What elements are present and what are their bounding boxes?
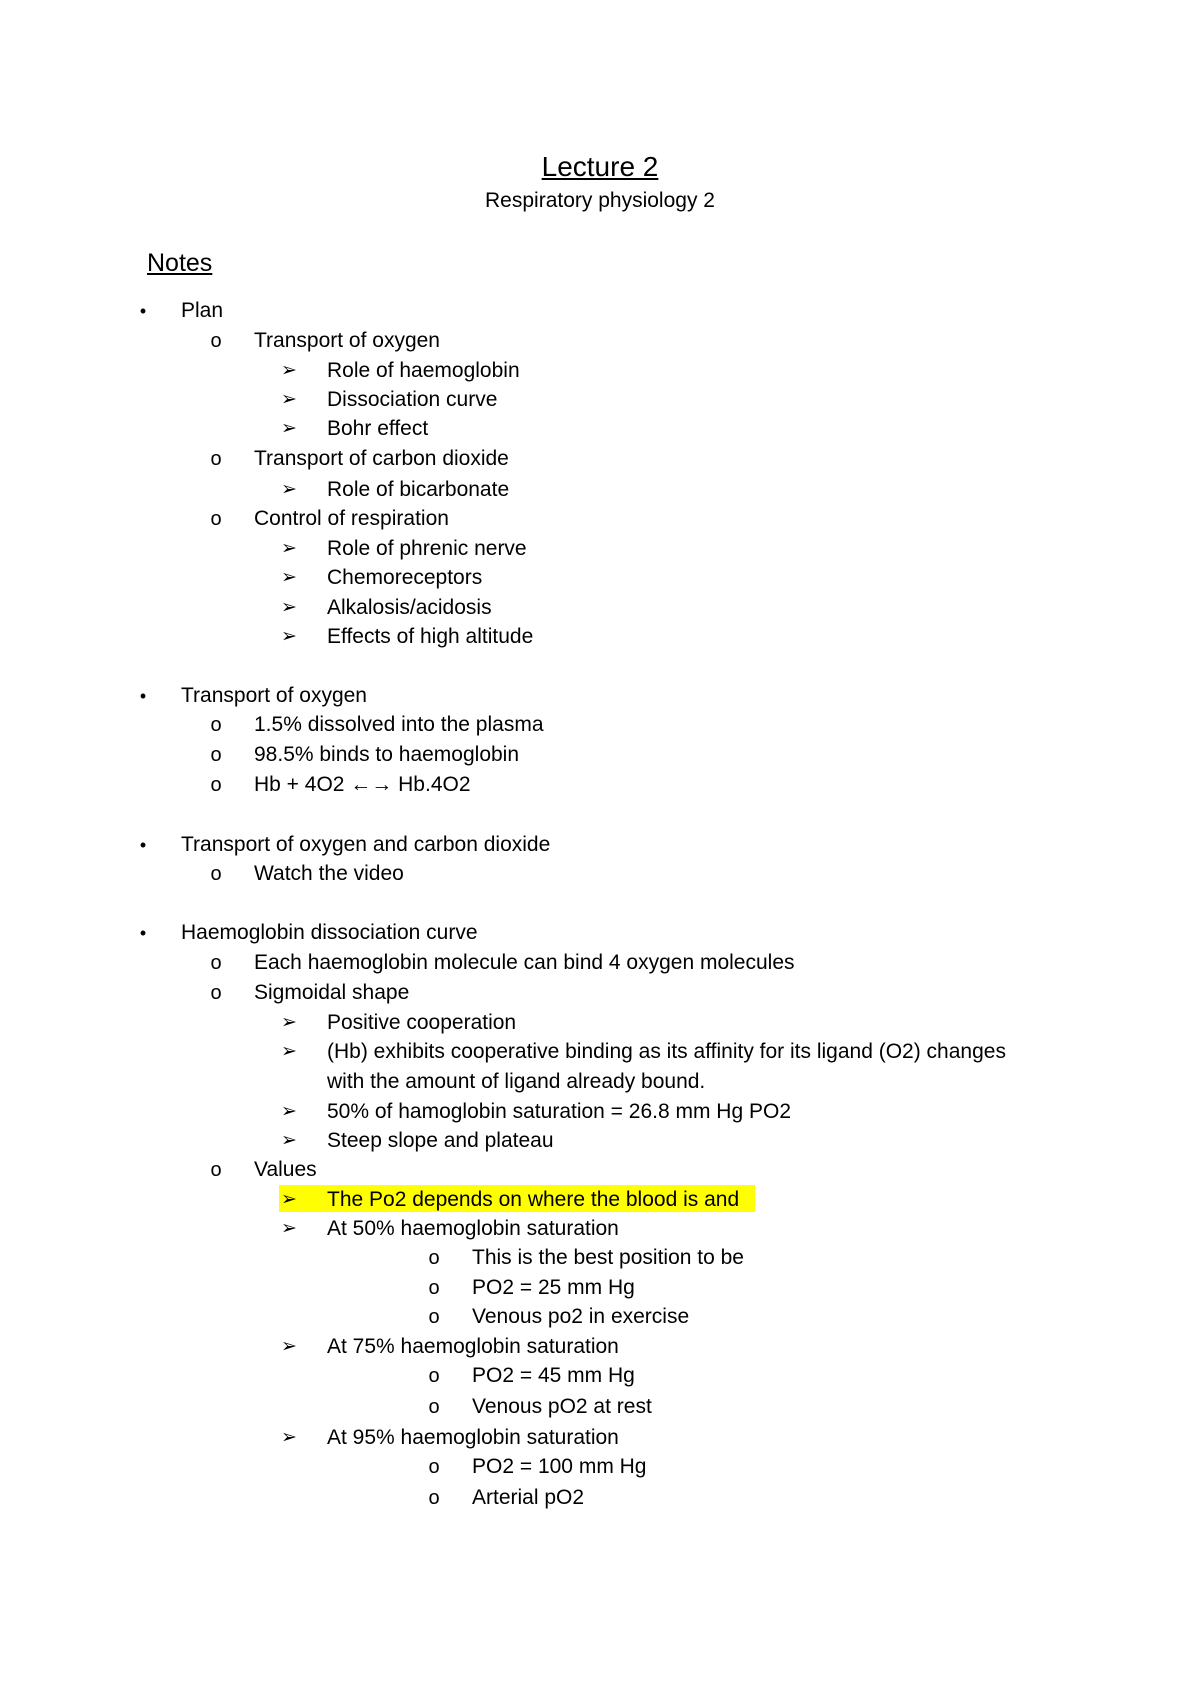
list-item-text: Haemoglobin dissociation curve	[181, 921, 478, 944]
list-item-text: PO2 = 100 mm Hg	[472, 1455, 647, 1478]
list-item-text: Chemoreceptors	[327, 566, 483, 589]
circle-bullet-icon: o	[428, 1456, 440, 1478]
list-item-text: Sigmoidal shape	[254, 981, 410, 1004]
circle-bullet-icon: o	[428, 1306, 440, 1328]
list-item-text: Dissociation curve	[327, 388, 498, 411]
arrow-bullet-icon: ➢	[281, 1427, 297, 1448]
list-item-text: At 95% haemoglobin saturation	[327, 1426, 619, 1449]
list-item-text: Role of haemoglobin	[327, 359, 520, 382]
arrow-bullet-icon: ➢	[281, 1336, 297, 1357]
arrow-bullet-icon: ➢	[281, 389, 297, 410]
arrow-bullet-icon: ➢	[281, 1041, 297, 1062]
list-item-text: Venous pO2 at rest	[472, 1395, 652, 1418]
bullet-icon: •	[139, 686, 147, 706]
list-item-text: At 50% haemoglobin saturation	[327, 1217, 619, 1240]
circle-bullet-icon: o	[428, 1247, 440, 1269]
list-item-text: At 75% haemoglobin saturation	[327, 1335, 619, 1358]
list-item-text: Steep slope and plateau	[327, 1129, 554, 1152]
list-item-text: Transport of oxygen and carbon dioxide	[181, 833, 551, 856]
arrow-bullet-icon: ➢	[281, 1189, 297, 1210]
circle-bullet-icon: o	[210, 330, 222, 352]
list-item-text: Venous po2 in exercise	[472, 1305, 690, 1328]
bullet-icon: •	[139, 923, 147, 943]
page-subtitle: Respiratory physiology 2	[485, 189, 715, 212]
bullet-icon: •	[139, 835, 147, 855]
list-item-text: Watch the video	[254, 862, 404, 885]
list-item-text: Each haemoglobin molecule can bind 4 oxygen molecules	[254, 951, 795, 974]
arrow-bullet-icon: ➢	[281, 1130, 297, 1151]
list-item-text: Plan	[181, 299, 224, 322]
arrow-bullet-icon: ➢	[281, 418, 297, 439]
list-item-text: 98.5% binds to haemoglobin	[254, 743, 520, 766]
list-item-text: (Hb) exhibits cooperative binding as its affinity for its ligand (O2) changes	[327, 1040, 1006, 1063]
highlighted-list-item	[279, 1185, 755, 1212]
list-item-text: Control of respiration	[254, 507, 449, 530]
circle-bullet-icon: o	[210, 982, 222, 1004]
circle-bullet-icon: o	[428, 1487, 440, 1509]
circle-bullet-icon: o	[210, 744, 222, 766]
circle-bullet-icon: o	[210, 952, 222, 974]
list-item-text: PO2 = 45 mm Hg	[472, 1364, 635, 1387]
arrow-bullet-icon: ➢	[281, 1101, 297, 1122]
list-item-text: Positive cooperation	[327, 1011, 517, 1034]
list-item-text: 50% of hamoglobin saturation = 26.8 mm Hg PO2	[327, 1100, 792, 1123]
circle-bullet-icon: o	[210, 508, 222, 530]
circle-bullet-icon: o	[428, 1277, 440, 1299]
notes-heading: Notes	[147, 249, 213, 277]
arrow-bullet-icon: ➢	[281, 1012, 297, 1033]
list-item-text: Bohr effect	[327, 417, 429, 440]
arrow-bullet-icon: ➢	[281, 479, 297, 500]
list-item-text: Hb + 4O2 ←→ Hb.4O2	[254, 773, 471, 796]
bullet-icon: •	[139, 301, 147, 321]
list-item-text: Role of bicarbonate	[327, 478, 510, 501]
list-item-text: Role of phrenic nerve	[327, 537, 527, 560]
arrow-bullet-icon: ➢	[281, 567, 297, 588]
arrow-bullet-icon: ➢	[281, 360, 297, 381]
list-item-text: Arterial pO2	[472, 1486, 585, 1509]
arrow-bullet-icon: ➢	[281, 626, 297, 647]
list-item-text: PO2 = 25 mm Hg	[472, 1276, 635, 1299]
page-title: Lecture 2	[541, 151, 659, 182]
circle-bullet-icon: o	[210, 774, 222, 796]
list-item-text: The Po2 depends on where the blood is and	[327, 1188, 740, 1211]
arrow-bullet-icon: ➢	[281, 538, 297, 559]
list-item-text: Alkalosis/acidosis	[327, 596, 492, 619]
list-item-text: Transport of carbon dioxide	[254, 447, 509, 470]
circle-bullet-icon: o	[210, 863, 222, 885]
circle-bullet-icon: o	[210, 1159, 222, 1181]
circle-bullet-icon: o	[428, 1396, 440, 1418]
list-item-text: Transport of oxygen	[181, 684, 367, 707]
list-item-text: with the amount of ligand already bound.	[327, 1070, 706, 1093]
arrow-bullet-icon: ➢	[281, 1218, 297, 1239]
list-item-text: 1.5% dissolved into the plasma	[254, 713, 544, 736]
arrow-bullet-icon: ➢	[281, 597, 297, 618]
list-item-text: Effects of high altitude	[327, 625, 534, 648]
list-item-text: This is the best position to be	[472, 1246, 744, 1269]
list-item-text: Values	[254, 1158, 317, 1181]
circle-bullet-icon: o	[210, 448, 222, 470]
circle-bullet-icon: o	[428, 1365, 440, 1387]
list-item-text: Transport of oxygen	[254, 329, 440, 352]
circle-bullet-icon: o	[210, 714, 222, 736]
